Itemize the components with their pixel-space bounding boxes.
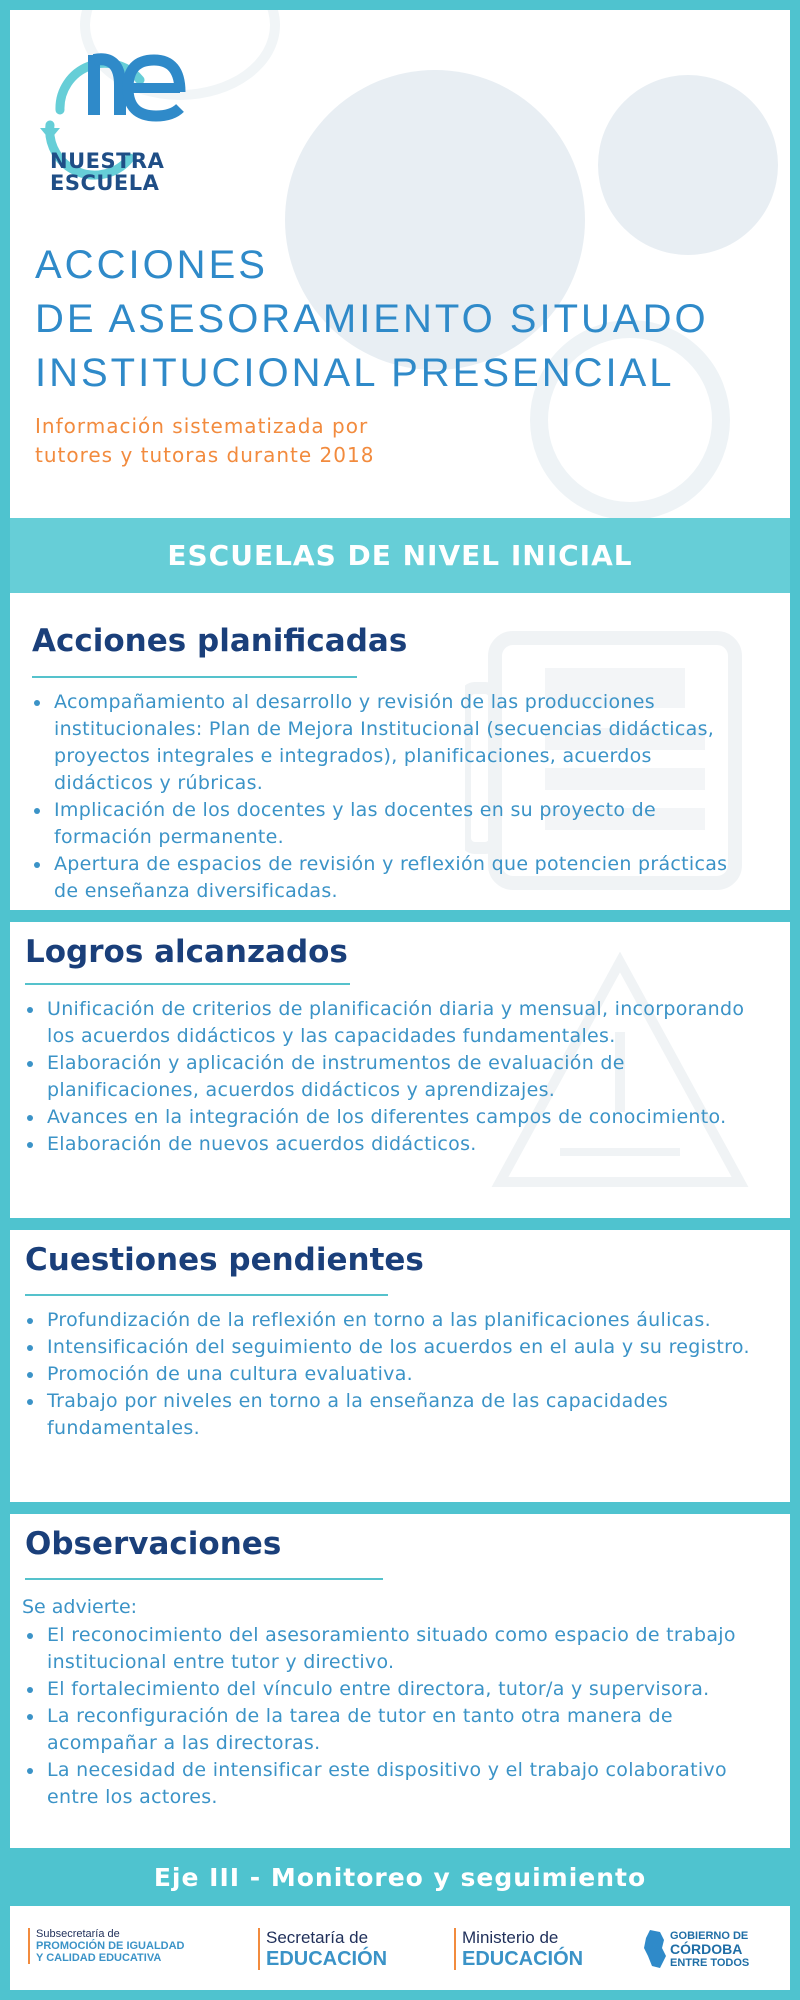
decorative-circle xyxy=(598,75,778,255)
section-divider xyxy=(10,910,790,922)
section-cuestiones xyxy=(10,1230,790,1502)
eje-title: Eje III - Monitoreo y seguimiento xyxy=(153,1862,647,1892)
page-title xyxy=(35,238,709,400)
section-acciones xyxy=(10,593,790,910)
header xyxy=(10,10,790,518)
logo-text: Y CALIDAD EDUCATIVA xyxy=(36,1952,162,1964)
logros-list xyxy=(25,996,755,1158)
section-divider xyxy=(10,1502,790,1514)
logo-text: Secretaría de xyxy=(266,1928,369,1947)
title-underline xyxy=(25,1578,383,1580)
logo-ministerio xyxy=(454,1928,583,1970)
list-item: Profundización de la reflexión en torno a las planificaciones áulicas. xyxy=(25,1307,755,1334)
list-item: El reconocimiento del asesoramiento situado como espacio de trabajo institucional entre tutor y directivo. xyxy=(25,1622,755,1676)
intro-text: Se advierte: xyxy=(22,1596,138,1618)
section-logros xyxy=(10,922,790,1218)
acciones-list xyxy=(32,689,752,905)
logo-subsecretaria xyxy=(28,1928,185,1964)
logo-text: CÓRDOBA xyxy=(670,1941,743,1957)
list-item: Apertura de espacios de revisión y reflexión que potencien prácticas de enseñanza diversificadas. xyxy=(32,851,752,905)
list-item: Acompañamiento al desarrollo y revisión de las producciones institucionales: Plan de Mejora Institucional (secuencias didácticas, proyectos integrales e integrados), planificaciones, acuerdos didácticos y rúbricas. xyxy=(32,689,752,797)
title-underline xyxy=(25,1294,388,1296)
logo-text-line: NUESTRA xyxy=(50,149,165,173)
list-item: Avances en la integración de los diferentes campos de conocimiento. xyxy=(25,1104,755,1131)
section-title: Acciones planificadas xyxy=(32,623,408,659)
logo-text: ENTRE TODOS xyxy=(670,1957,750,1969)
list-item: Elaboración de nuevos acuerdos didácticos. xyxy=(25,1131,755,1158)
logo-text: EDUCACIÓN xyxy=(462,1948,584,1970)
logo-text: EDUCACIÓN xyxy=(266,1948,388,1970)
footer-logos xyxy=(10,1906,790,1990)
level-title: ESCUELAS DE NIVEL INICIAL xyxy=(167,539,633,572)
subtitle-line: tutores y tutoras durante 2018 xyxy=(35,443,375,467)
logo-text: Subsecretaría de xyxy=(36,1928,120,1940)
logo-text: GOBIERNO DE xyxy=(670,1930,749,1942)
logo-wordmark xyxy=(50,150,164,194)
title-underline xyxy=(32,676,357,678)
cuestiones-list xyxy=(25,1307,755,1442)
page-frame xyxy=(10,10,790,1990)
title-line: ACCIONES xyxy=(35,243,268,287)
list-item: Intensificación del seguimiento de los acuerdos en el aula y su registro. xyxy=(25,1334,755,1361)
section-title: Logros alcanzados xyxy=(25,934,348,970)
section-observaciones xyxy=(10,1514,790,1848)
logo-text: PROMOCIÓN DE IGUALDAD xyxy=(36,1940,185,1952)
title-underline xyxy=(25,983,350,985)
list-item: La reconfiguración de la tarea de tutor en tanto otra manera de acompañar a las directoras. xyxy=(25,1703,755,1757)
logo-cordoba xyxy=(670,1930,749,1969)
eje-band xyxy=(10,1848,790,1906)
logo-text-line: ESCUELA xyxy=(50,171,160,195)
logo-secretaria xyxy=(258,1928,387,1970)
page-subtitle xyxy=(35,412,374,470)
title-line: INSTITUCIONAL PRESENCIAL xyxy=(35,351,675,395)
list-item: La necesidad de intensificar este dispositivo y el trabajo colaborativo entre los actores. xyxy=(25,1757,755,1811)
section-title: Observaciones xyxy=(25,1526,282,1562)
list-item: Elaboración y aplicación de instrumentos de evaluación de planificaciones, acuerdos didácticos y aprendizajes. xyxy=(25,1050,755,1104)
subtitle-line: Información sistematizada por xyxy=(35,414,369,438)
list-item: Promoción de una cultura evaluativa. xyxy=(25,1361,755,1388)
cordoba-map-icon xyxy=(642,1928,668,1970)
title-line: DE ASESORAMIENTO SITUADO xyxy=(35,297,709,341)
list-item: El fortalecimiento del vínculo entre directora, tutor/a y supervisora. xyxy=(25,1676,755,1703)
observaciones-list xyxy=(25,1622,755,1811)
logo-text: Ministerio de xyxy=(462,1928,559,1947)
section-divider xyxy=(10,1218,790,1230)
level-band xyxy=(10,518,790,593)
list-item: Unificación de criterios de planificación diaria y mensual, incorporando los acuerdos didácticos y las capacidades fundamentales. xyxy=(25,996,755,1050)
list-item: Trabajo por niveles en torno a la enseñanza de las capacidades fundamentales. xyxy=(25,1388,755,1442)
section-title: Cuestiones pendientes xyxy=(25,1242,424,1278)
list-item: Implicación de los docentes y las docentes en su proyecto de formación permanente. xyxy=(32,797,752,851)
